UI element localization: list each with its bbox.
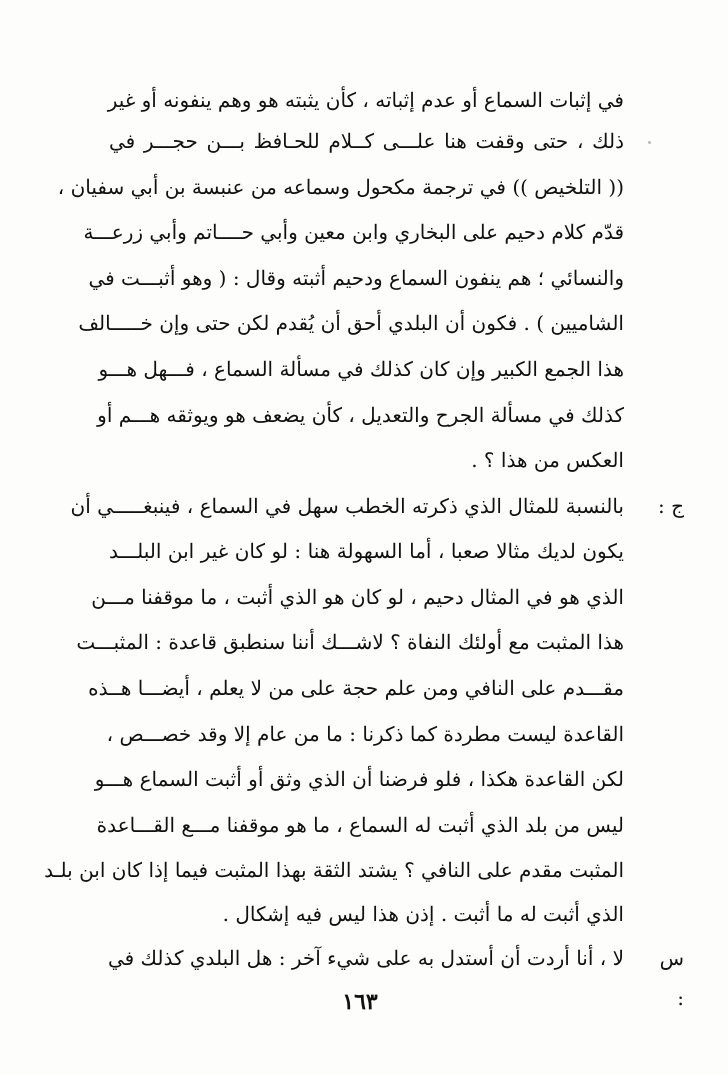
- text-line: قدّم كلام دحيم على البخاري وابن معين وأبي حــــاتم وأبي زرعـــة: [83, 220, 624, 244]
- text-line: في إثبات السماع أو عدم إثباته ، كأن يثبته هو وهم ينفونه أو غير: [107, 88, 624, 112]
- text-line: القاعدة ليست مطردة كما ذكرنا : ما من عام إلا وقد خصـــص ،: [106, 722, 624, 746]
- text-line: الشاميين ) . فكون أن البلدي أحق أن يُقدم لكن حتى وإن خـــــالف: [78, 311, 624, 335]
- text-line: ذلك ، حتى وقفت هنا علـــى كــلام للحـافظ بـــن حجـــر في: [109, 129, 624, 153]
- text-line: يكون لديك مثالا صعبا ، أما السهولة هنا : لو كان غير ابن البلـــد: [109, 539, 624, 563]
- text-line: المثبت مقدم على النافي ؟ يشتد الثقة بهذا المثبت فيما إذا كان ابن بلـد: [44, 858, 624, 882]
- page-number: ١٦٣: [342, 989, 378, 1015]
- text-line: مقـــدم على النافي ومن علم حجة على من لا يعلم ، أيضـــا هــذه: [88, 676, 624, 700]
- question-marker: س :: [659, 946, 684, 1010]
- text-line: الذي أثبت له ما أثبت . إذن هذا ليس فيه إشكال .: [222, 902, 624, 926]
- text-line: كذلك في مسألة الجرح والتعديل ، كأن يضعف هو ويوثقه هـــم أو: [97, 403, 624, 427]
- scan-speck: [648, 141, 651, 144]
- text-line: لكن القاعدة هكذا ، فلو فرضنا أن الذي وثق أو أثبت السماع هـــو: [94, 767, 624, 791]
- text-line: العكس من هذا ؟ .: [471, 448, 624, 472]
- text-line: والنسائي ؛ هم ينفون السماع ودحيم أثبته وقال : ( وهو أثبـــت في: [88, 266, 624, 290]
- text-line: الذي هو في المثال دحيم ، لو كان هو الذي أثبت ، ما موقفنا مـــن: [91, 585, 624, 609]
- text-line: لا ، أنا أردت أن أستدل به على شيء آخر : هل البلدي كذلك في: [107, 946, 624, 970]
- text-line: بالنسبة للمثال الذي ذكرته الخطب سهل في السماع ، فينبغـــــي أن: [70, 494, 624, 518]
- text-line: هذا المثبت مع أولئك النفاة ؟ لاشـــك أننا سنطبق قاعدة : المثبـــت: [76, 630, 624, 654]
- answer-marker: ج :: [657, 494, 684, 518]
- text-line: (( التلخيص )) في ترجمة مكحول وسماعه من عنبسة بن أبي سفيان ،: [57, 175, 624, 199]
- text-line: هذا الجمع الكبير وإن كان كذلك في مسألة السماع ، فـــهل هـــو: [98, 357, 624, 381]
- text-line: ليس من بلد الذي أثبت له السماع ، ما هو موقفنا مـــع القـــاعدة: [96, 813, 624, 837]
